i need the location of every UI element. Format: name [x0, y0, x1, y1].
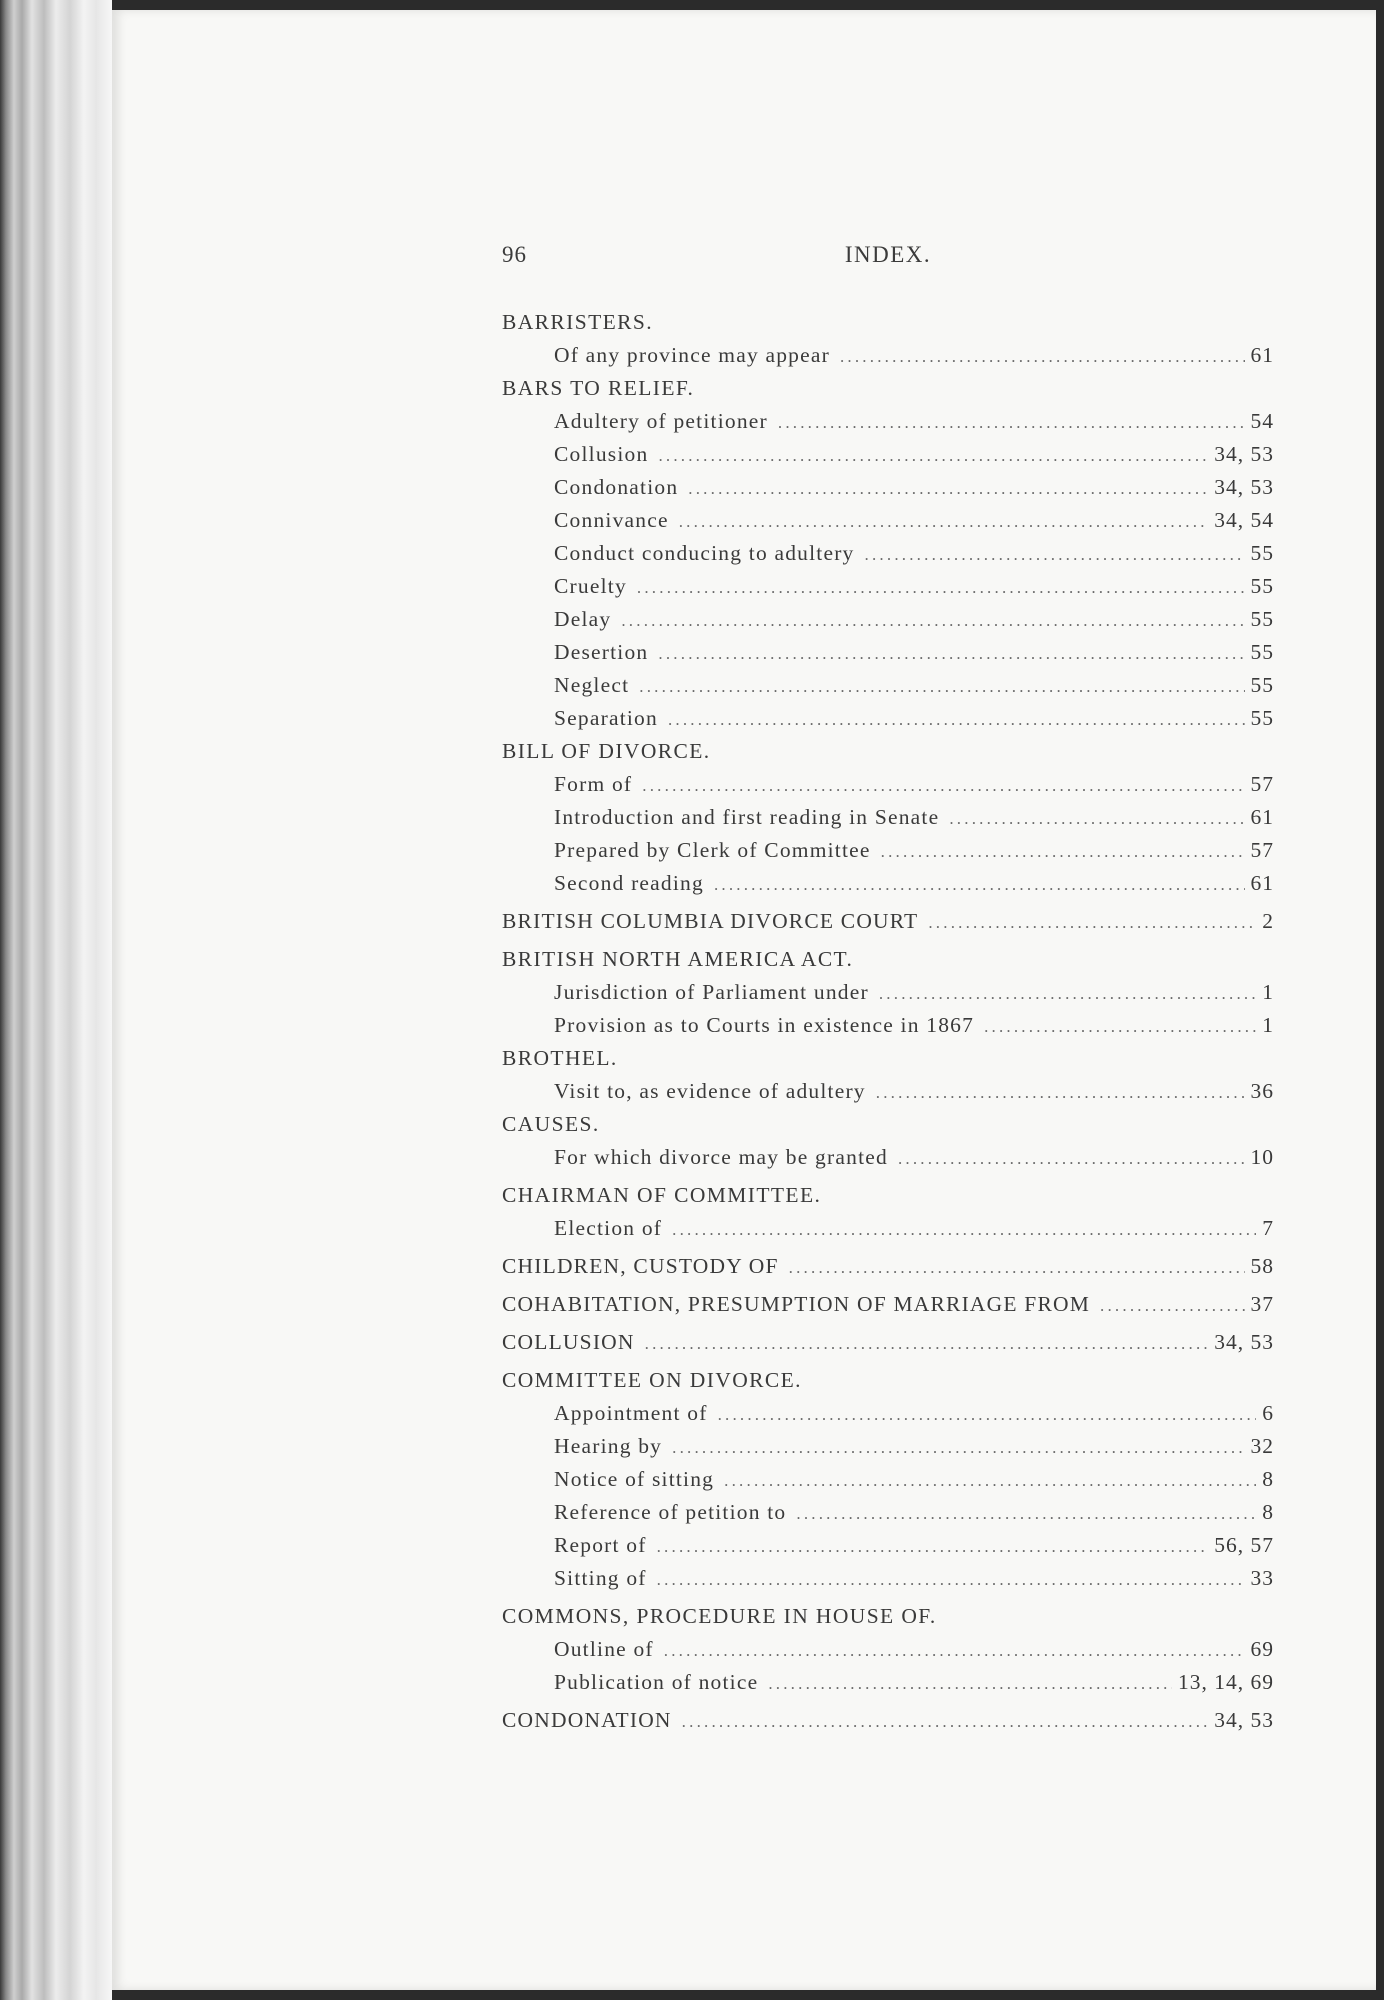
index-subentry: Adultery of petitioner ..... 54	[502, 405, 1274, 438]
index-heading: CAUSES.	[502, 1112, 600, 1136]
index-subentry: Hearing by ..... 32	[502, 1430, 1274, 1463]
index-entry: COHABITATION, PRESUMPTION OF MARRIAGE FROM ..... 37	[502, 1288, 1274, 1321]
index-subentry: For which divorce may be granted ..... 10	[502, 1141, 1274, 1174]
index-subentry: Conduct conducing to adultery ..... 55	[502, 537, 1274, 570]
index-entry: BRITISH COLUMBIA DIVORCE COURT ..... 2	[502, 905, 1274, 938]
index-subentry: Of any province may appear ..... 61	[502, 339, 1274, 372]
page-number: 96	[502, 242, 527, 267]
index-entry: COLLUSION ..... 34, 53	[502, 1326, 1274, 1359]
page-title: INDEX.	[844, 242, 932, 267]
index-subentry: Connivance ..... 34, 54	[502, 504, 1274, 537]
index-subentry: Jurisdiction of Parliament under ..... 1	[502, 976, 1274, 1009]
index-heading: BARRISTERS.	[502, 310, 654, 334]
index-subentry: Publication of notice ..... 13, 14, 69	[502, 1666, 1274, 1699]
index-subentry: Notice of sitting ..... 8	[502, 1463, 1274, 1496]
index-subentry: Report of ..... 56, 57	[502, 1529, 1274, 1562]
book-page-edges	[0, 0, 112, 2000]
index-subentry: Condonation ..... 34, 53	[502, 471, 1274, 504]
index-subentry: Provision as to Courts in existence in 1867 ..... 1	[502, 1009, 1274, 1042]
index-entry: CONDONATION ..... 34, 53	[502, 1704, 1274, 1737]
index-heading: CHAIRMAN OF COMMITTEE.	[502, 1183, 822, 1207]
index-subentry: Desertion ..... 55	[502, 636, 1274, 669]
index-subentry: Form of ..... 57	[502, 768, 1274, 801]
index-subentry: Introduction and first reading in Senate ..... 61	[502, 801, 1274, 834]
index-subentry: Delay ..... 55	[502, 603, 1274, 636]
index-heading: COMMITTEE ON DIVORCE.	[502, 1368, 802, 1392]
index-subentry: Collusion ..... 34, 53	[502, 438, 1274, 471]
index-subentry: Separation ..... 55	[502, 702, 1274, 735]
book-page	[112, 10, 1376, 1990]
index-list	[502, 306, 1274, 1737]
index-subentry: Election of ..... 7	[502, 1212, 1274, 1245]
index-subentry: Outline of ..... 69	[502, 1633, 1274, 1666]
index-subentry: Second reading ..... 61	[502, 867, 1274, 900]
index-subentry: Visit to, as evidence of adultery ..... 36	[502, 1075, 1274, 1108]
index-heading: BARS TO RELIEF.	[502, 376, 695, 400]
index-subentry: Sitting of ..... 33	[502, 1562, 1274, 1595]
index-subentry: Reference of petition to ..... 8	[502, 1496, 1274, 1529]
index-entry: CHILDREN, CUSTODY OF ..... 58	[502, 1250, 1274, 1283]
index-subentry: Prepared by Clerk of Committee ..... 57	[502, 834, 1274, 867]
index-heading: COMMONS, PROCEDURE IN HOUSE OF.	[502, 1604, 937, 1628]
index-subentry: Cruelty ..... 55	[502, 570, 1274, 603]
index-subentry: Neglect ..... 55	[502, 669, 1274, 702]
index-heading: BILL OF DIVORCE.	[502, 739, 711, 763]
running-head	[502, 242, 1274, 274]
index-subentry: Appointment of ..... 6	[502, 1397, 1274, 1430]
index-heading: BROTHEL.	[502, 1046, 618, 1070]
index-heading: BRITISH NORTH AMERICA ACT.	[502, 947, 854, 971]
